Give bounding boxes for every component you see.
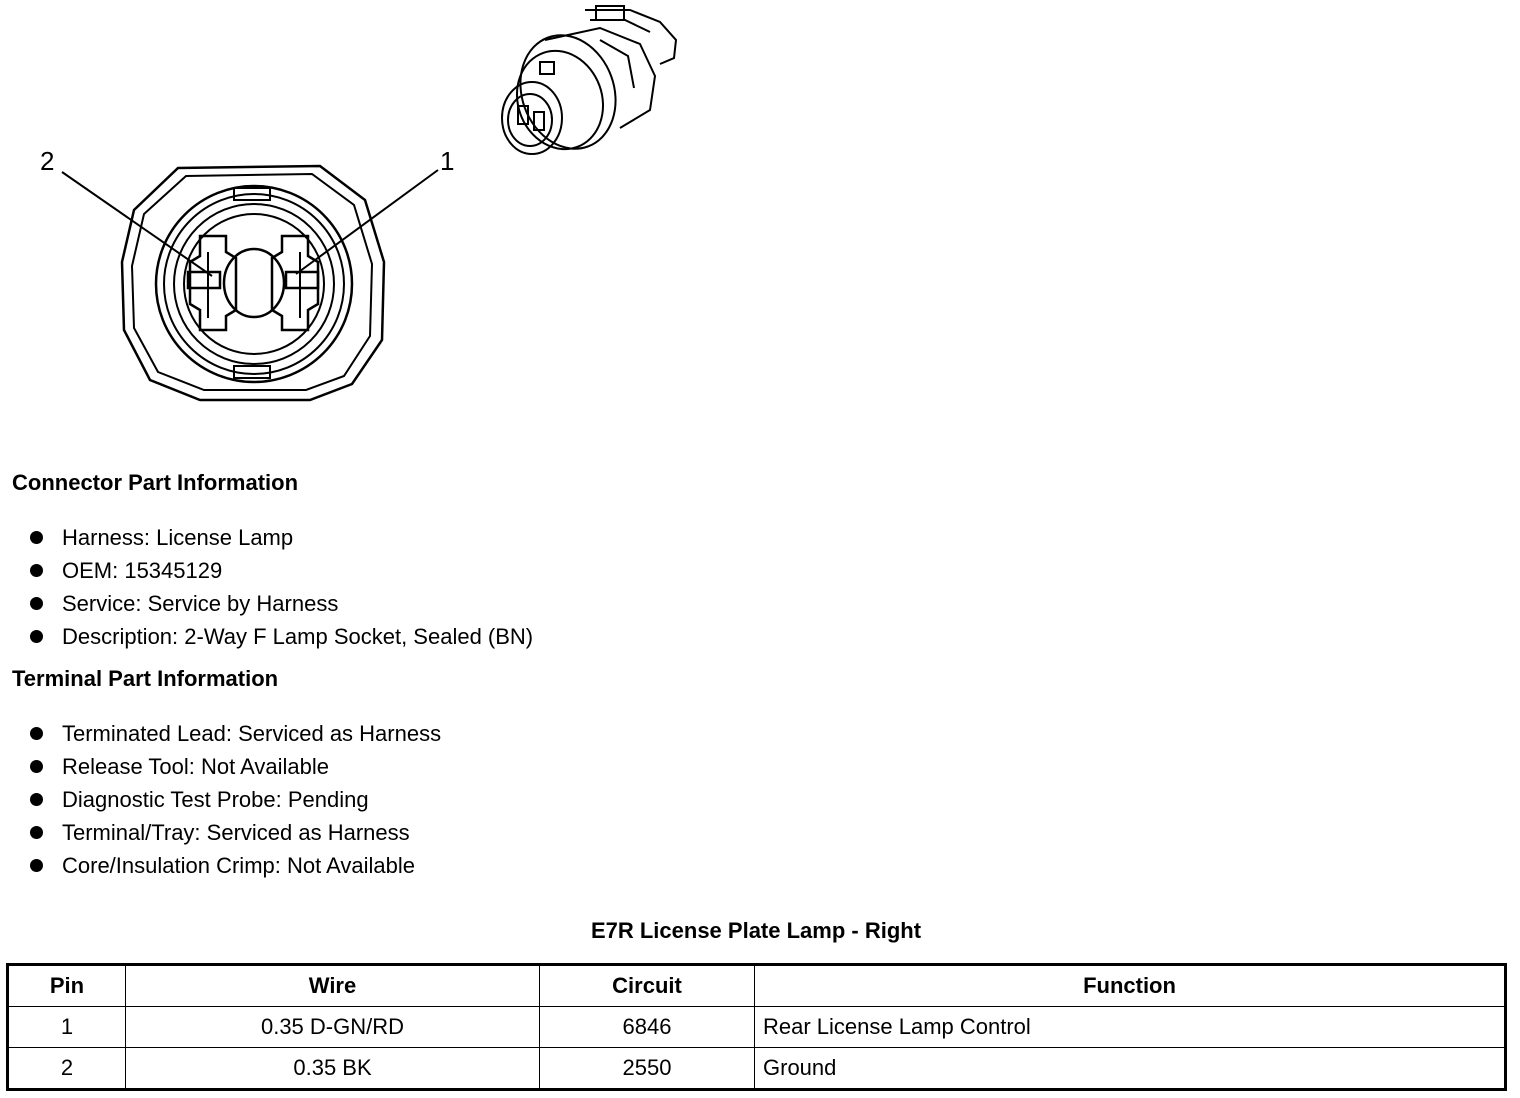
table-row [8, 1007, 1506, 1048]
connector-diagram [0, 0, 760, 420]
cell-wire: 0.35 BK [126, 1048, 540, 1090]
list-item: Release Tool: Not Available [28, 750, 441, 783]
bullet-icon [30, 630, 43, 643]
cell-pin: 2 [8, 1048, 126, 1090]
cell-circuit: 2550 [540, 1048, 755, 1090]
list-item: Core/Insulation Crimp: Not Available [28, 849, 441, 882]
column-header-function: Function [755, 965, 1506, 1007]
table-header-row [8, 965, 1506, 1007]
connector-info-heading: Connector Part Information [12, 470, 299, 495]
leader-line-pin-1 [296, 170, 438, 274]
list-item: OEM: 15345129 [28, 554, 533, 587]
leader-line-pin-2 [62, 172, 212, 276]
bullet-icon [30, 564, 43, 577]
list-item: Terminated Lead: Serviced as Harness [28, 717, 441, 750]
table-row [8, 1048, 1506, 1090]
list-item: Description: 2-Way F Lamp Socket, Sealed (BN) [28, 620, 533, 653]
list-item: Terminal/Tray: Serviced as Harness [28, 816, 441, 849]
bullet-icon [30, 531, 43, 544]
bullet-icon [30, 760, 43, 773]
list-item: Diagnostic Test Probe: Pending [28, 783, 441, 816]
column-header-circuit: Circuit [540, 965, 755, 1007]
cell-function: Rear License Lamp Control [755, 1007, 1506, 1048]
terminal-pin-1 [272, 236, 318, 330]
cell-pin: 1 [8, 1007, 126, 1048]
terminal-pin-2 [188, 236, 236, 330]
connector-info-list [28, 521, 533, 653]
column-header-pin: Pin [8, 965, 126, 1007]
pin-label-1: 1 [440, 146, 455, 176]
list-item: Service: Service by Harness [28, 587, 533, 620]
list-item: Harness: License Lamp [28, 521, 533, 554]
pin-label-2: 2 [40, 146, 55, 176]
bullet-icon [30, 793, 43, 806]
connector-outer-ring [156, 186, 352, 382]
column-header-wire: Wire [126, 965, 540, 1007]
terminal-info-heading: Terminal Part Information [12, 666, 279, 691]
bullet-icon [30, 859, 43, 872]
lamp-socket-3d-view [502, 6, 676, 162]
cell-circuit: 6846 [540, 1007, 755, 1048]
pin-table [6, 963, 1507, 1091]
bullet-icon [30, 597, 43, 610]
bullet-icon [30, 727, 43, 740]
terminal-info-list [28, 717, 441, 882]
bullet-icon [30, 826, 43, 839]
center-cavity [224, 249, 284, 317]
table-title: E7R License Plate Lamp - Right [590, 918, 922, 943]
cell-wire: 0.35 D-GN/RD [126, 1007, 540, 1048]
cell-function: Ground [755, 1048, 1506, 1090]
